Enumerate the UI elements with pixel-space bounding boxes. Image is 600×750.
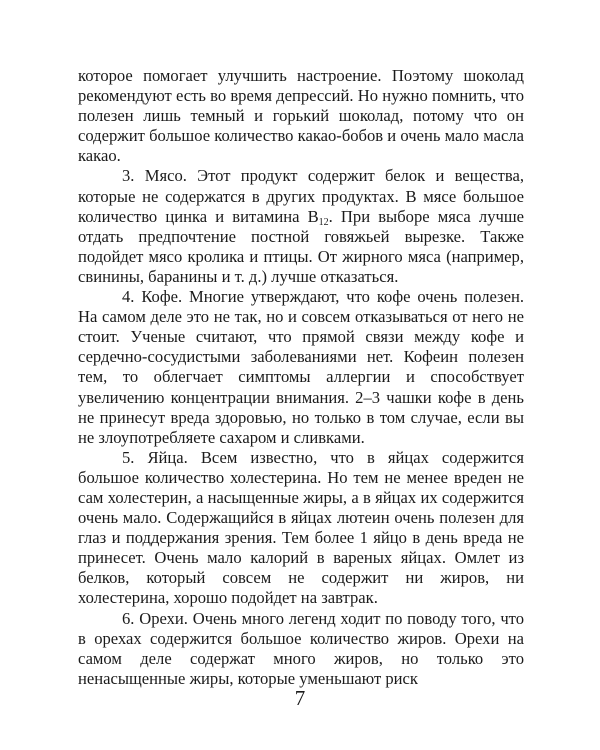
paragraph-coffee: 4. Кофе. Многие утверждают, что кофе очень полезен. На самом деле это не так, но и совсем отказываться от него не стоит. Ученые считают, что прямой связи между кофе и сердечно-сосудистыми заболеваниями нет. Кофеин полезен тем, то облегчает симптомы аллергии и способствует увеличению концентрации внимания. 2–3 чашки кофе в день не принесут вреда здоровью, но только в том случае, если вы не злоупотребляете сахаром и сливками.: [78, 287, 524, 447]
paragraph-meat-text-after: . При выборе мяса лучше отдать предпочтение постной говяжьей вырезке. Также подойдет мясо кролика и птицы. От жирного мяса (например, свинины, баранины и т. д.) лучше отказаться.: [78, 206, 524, 286]
paragraph-chocolate-continuation: которое помогает улучшить настроение. Поэтому шоколад рекомендуют есть во время депрессий. Но нужно помнить, что полезен лишь темный и горький шоколад, потому что он содержит большое количество какао-бобов и очень мало масла какао.: [78, 66, 524, 166]
body-text: [78, 66, 524, 689]
page-number: 7: [294, 686, 306, 710]
paragraph-meat: [78, 166, 524, 287]
paragraph-eggs: 5. Яйца. Всем известно, что в яйцах содержится большое количество холестерина. Но тем не менее вреден не сам холестерин, а насыщенные жиры, а в яйцах их содержится очень мало. Содержащийся в яйцах лютеин очень полезен для глаз и поддержания зрения. Тем более 1 яйцо в день вреда не принесет. Очень мало калорий в вареных яйцах. Омлет из белков, который совсем не содержит ни жиров, ни холестерина, хорошо подойдет на завтрак.: [78, 447, 524, 608]
paragraph-meat-text-before: 3. Мясо. Этот продукт содержит белок и вещества, которые не содержатся в других продуктах. В мясе большое количество цинка и витамина В: [78, 166, 524, 226]
paragraph-nuts: 6. Орехи. Очень много легенд ходит по поводу того, что в орехах содержится большое количество жиров. Орехи на самом деле содержат много жиров, но только это ненасыщенные жиры, которые уменьшают риск: [78, 608, 524, 688]
vitamin-subscript: 12: [318, 216, 329, 228]
